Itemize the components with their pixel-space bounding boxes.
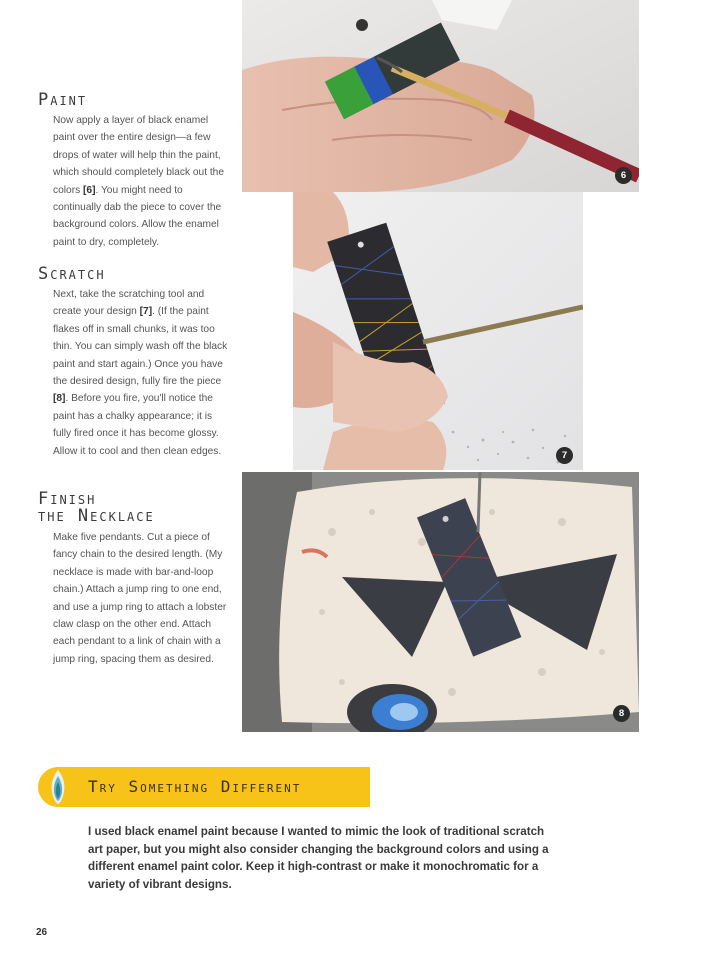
scratch-text-3: . Before you fire, you'll notice the paint has a chalky appearance; it is fully fired once it has become glossy. Allow it to cool and then clean edges.	[53, 393, 222, 457]
scratch-text-1: Next, take the scratching tool and create your design	[53, 289, 205, 318]
finish-body: Make five pendants. Cut a piece of fancy chain to the desired length. (My necklace is made with bar-and-loop chain.) Attach a jump ring to one end, and use a jump ring to attach a lobster claw clasp on the other end. Attach each pendant to a link of chain with a jump ring, spacing them as desired.	[53, 532, 227, 665]
photo-7-illustration	[293, 192, 583, 470]
photo-8-badge: 8	[613, 705, 630, 722]
scratch-ref-8: [8]	[53, 393, 66, 405]
heading-paint: Paint	[38, 90, 88, 110]
photo-7-badge: 7	[556, 447, 573, 464]
heading-finish-line1: Finish	[38, 489, 97, 509]
page-number: 26	[36, 927, 48, 938]
heading-scratch: Scratch	[38, 264, 106, 284]
photo-6-illustration	[242, 0, 639, 192]
tip-body: I used black enamel paint because I wanted to mimic the look of traditional scratch art paper, but you might also consider changing the background colors and using a different enamel paint color. Keep it high-contrast or make it monochromatic for a variety of vibrant designs.	[88, 825, 549, 891]
paint-text-1: Now apply a layer of black enamel paint over the entire design—a few drops of water will help thin the paint, which should completely black out the colors	[53, 115, 225, 196]
photo-8	[242, 472, 639, 732]
photo-6-badge: 6	[615, 167, 632, 184]
photo-8-illustration	[242, 472, 639, 732]
paint-text-2: . You might need to continually dab the piece to cover the background colors. Allow the enamel paint to dry, completely.	[53, 184, 222, 248]
photo-6	[242, 0, 639, 192]
heading-finish-line2: the Necklace	[38, 506, 155, 526]
flame-icon	[36, 766, 80, 808]
scratch-body	[53, 286, 231, 460]
paint-body	[53, 112, 231, 251]
paint-ref-6: [6]	[83, 184, 96, 196]
photo-7	[293, 192, 583, 470]
scratch-ref-7: [7]	[139, 306, 153, 318]
heading-finish	[38, 491, 155, 525]
tip-title: Try Something Different	[88, 777, 302, 796]
scratch-text-2: . (If the paint flakes off in small chunks, it was too thin. You can simply wash off the black paint and start again.) Once you have the desired design, fully fire the piece	[53, 306, 228, 388]
